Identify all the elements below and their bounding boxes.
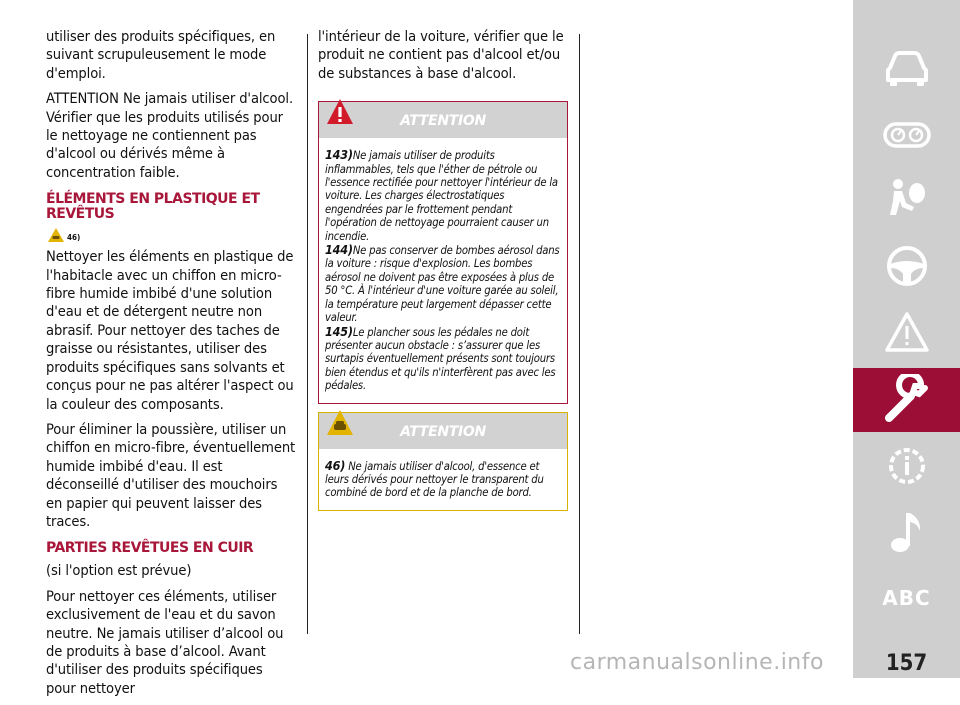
warning-box-body	[319, 138, 567, 402]
warning-reference[interactable]	[48, 228, 296, 242]
warning-box-title: ATTENTION	[400, 423, 486, 440]
airbag-icon	[884, 177, 930, 223]
sidebar-item-maintenance[interactable]	[853, 368, 960, 432]
warning-icon	[884, 311, 930, 353]
sidebar-item-safety[interactable]	[853, 170, 960, 230]
column-divider	[307, 34, 308, 634]
sidebar-item-technical-data[interactable]	[853, 436, 960, 496]
steering-wheel-icon	[885, 244, 929, 288]
sidebar-item-driving[interactable]	[853, 236, 960, 296]
chapter-sidebar	[853, 0, 960, 678]
warning-box-title: ATTENTION	[400, 113, 486, 130]
warning-item: 143)Ne jamais utiliser de produits inflammables, tels que l'éther de pétrole ou l'essence rectifiée pour nettoyer l'intérieur de la voiture. Les charges électrostatiques engendrées par le frottement pendant l'opération de nettoyage pourraient causer un incendie.	[325, 147, 558, 243]
car-warning-icon	[48, 228, 64, 242]
warning-box-body	[319, 449, 567, 510]
section-heading-leather: PARTIES REVÊTUES EN CUIR	[46, 540, 254, 557]
wrench-icon	[881, 374, 933, 426]
section-heading-plastic: ÉLÉMENTS EN PLASTIQUE ET REVÊTUS	[46, 191, 260, 223]
paragraph: (si l'option est prévue)	[46, 562, 192, 580]
page-number: 157	[885, 651, 928, 676]
column-left	[46, 28, 296, 705]
abc-index-label: ABC	[882, 586, 931, 610]
sidebar-item-emergency[interactable]	[853, 302, 960, 362]
warning-box-header	[319, 413, 567, 449]
warning-reference-number: 46)	[67, 233, 81, 243]
warning-box-caution	[318, 412, 568, 511]
watermark: carmanualsonline.info	[570, 650, 824, 675]
sidebar-item-index[interactable]	[853, 568, 960, 628]
warning-item: 46) Ne jamais utiliser d'alcool, d'essence et leurs dérivés pour nettoyer le transparent du combiné de bord et de la planche de bord.	[325, 457, 544, 500]
paragraph: Pour éliminer la poussière, utiliser un chiffon en micro-fibre, éventuellement humide imbibé d'eau. Il est déconseillé d'utiliser des mouchoirs en papier qui peuvent laisser des traces.	[46, 420, 296, 530]
car-icon	[884, 48, 930, 88]
warning-box-danger	[318, 101, 568, 403]
paragraph: utiliser des produits spécifiques, en suivant scrupuleusement le mode d'emploi.	[46, 28, 276, 82]
warning-box-header	[319, 102, 567, 138]
paragraph: ATTENTION Ne jamais utiliser d'alcool. Vérifier que les produits utilisés pour le nettoyage ne contiennent pas d'alcool ou dérivés même à concentration faible.	[46, 90, 294, 181]
sidebar-item-multimedia[interactable]	[853, 502, 960, 562]
column-right	[318, 28, 568, 519]
info-gear-icon	[884, 443, 930, 489]
music-icon	[887, 509, 927, 555]
sidebar-item-car[interactable]	[853, 38, 960, 98]
paragraph: l'intérieur de la voiture, vérifier que le produit ne contient pas d'alcool et/ou de substances à base d'alcool.	[318, 28, 564, 82]
dashboard-icon	[882, 114, 932, 154]
paragraph: Pour nettoyer ces éléments, utiliser exclusivement de l'eau et du savon neutre. Ne jamais utiliser d’alcool ou de produits à base d’alcool. Avant d'utiliser des produits spécifiques pour nettoyer	[46, 587, 284, 697]
paragraph: Nettoyer les éléments en plastique de l'habitacle avec un chiffon en micro-fibre humide imbibé d'une solution d'eau et de détergent neutre non abrasif. Pour nettoyer des taches de graisse ou résistantes, utiliser des produits spécifiques sans solvants et conçus pour ne pas altérer l'aspect ou la couleur des composants.	[46, 248, 294, 413]
warning-item: 145)Le plancher sous les pédales ne doit présenter aucun obstacle : s’assurer que les surtapis éventuellement présents sont toujours bien étendus et qu'ils n'interfèrent pas avec les pédales.	[325, 323, 556, 393]
column-divider	[579, 34, 580, 634]
warning-item: 144)Ne pas conserver de bombes aérosol dans la voiture : risque d'explosion. Les bombes aérosol ne doivent pas être exposées à plus de 50 °C. À l'intérieur d'une voiture garée au soleil, la température peut largement dépasser cette valeur.	[325, 242, 560, 325]
sidebar-item-dashboard[interactable]	[853, 104, 960, 164]
